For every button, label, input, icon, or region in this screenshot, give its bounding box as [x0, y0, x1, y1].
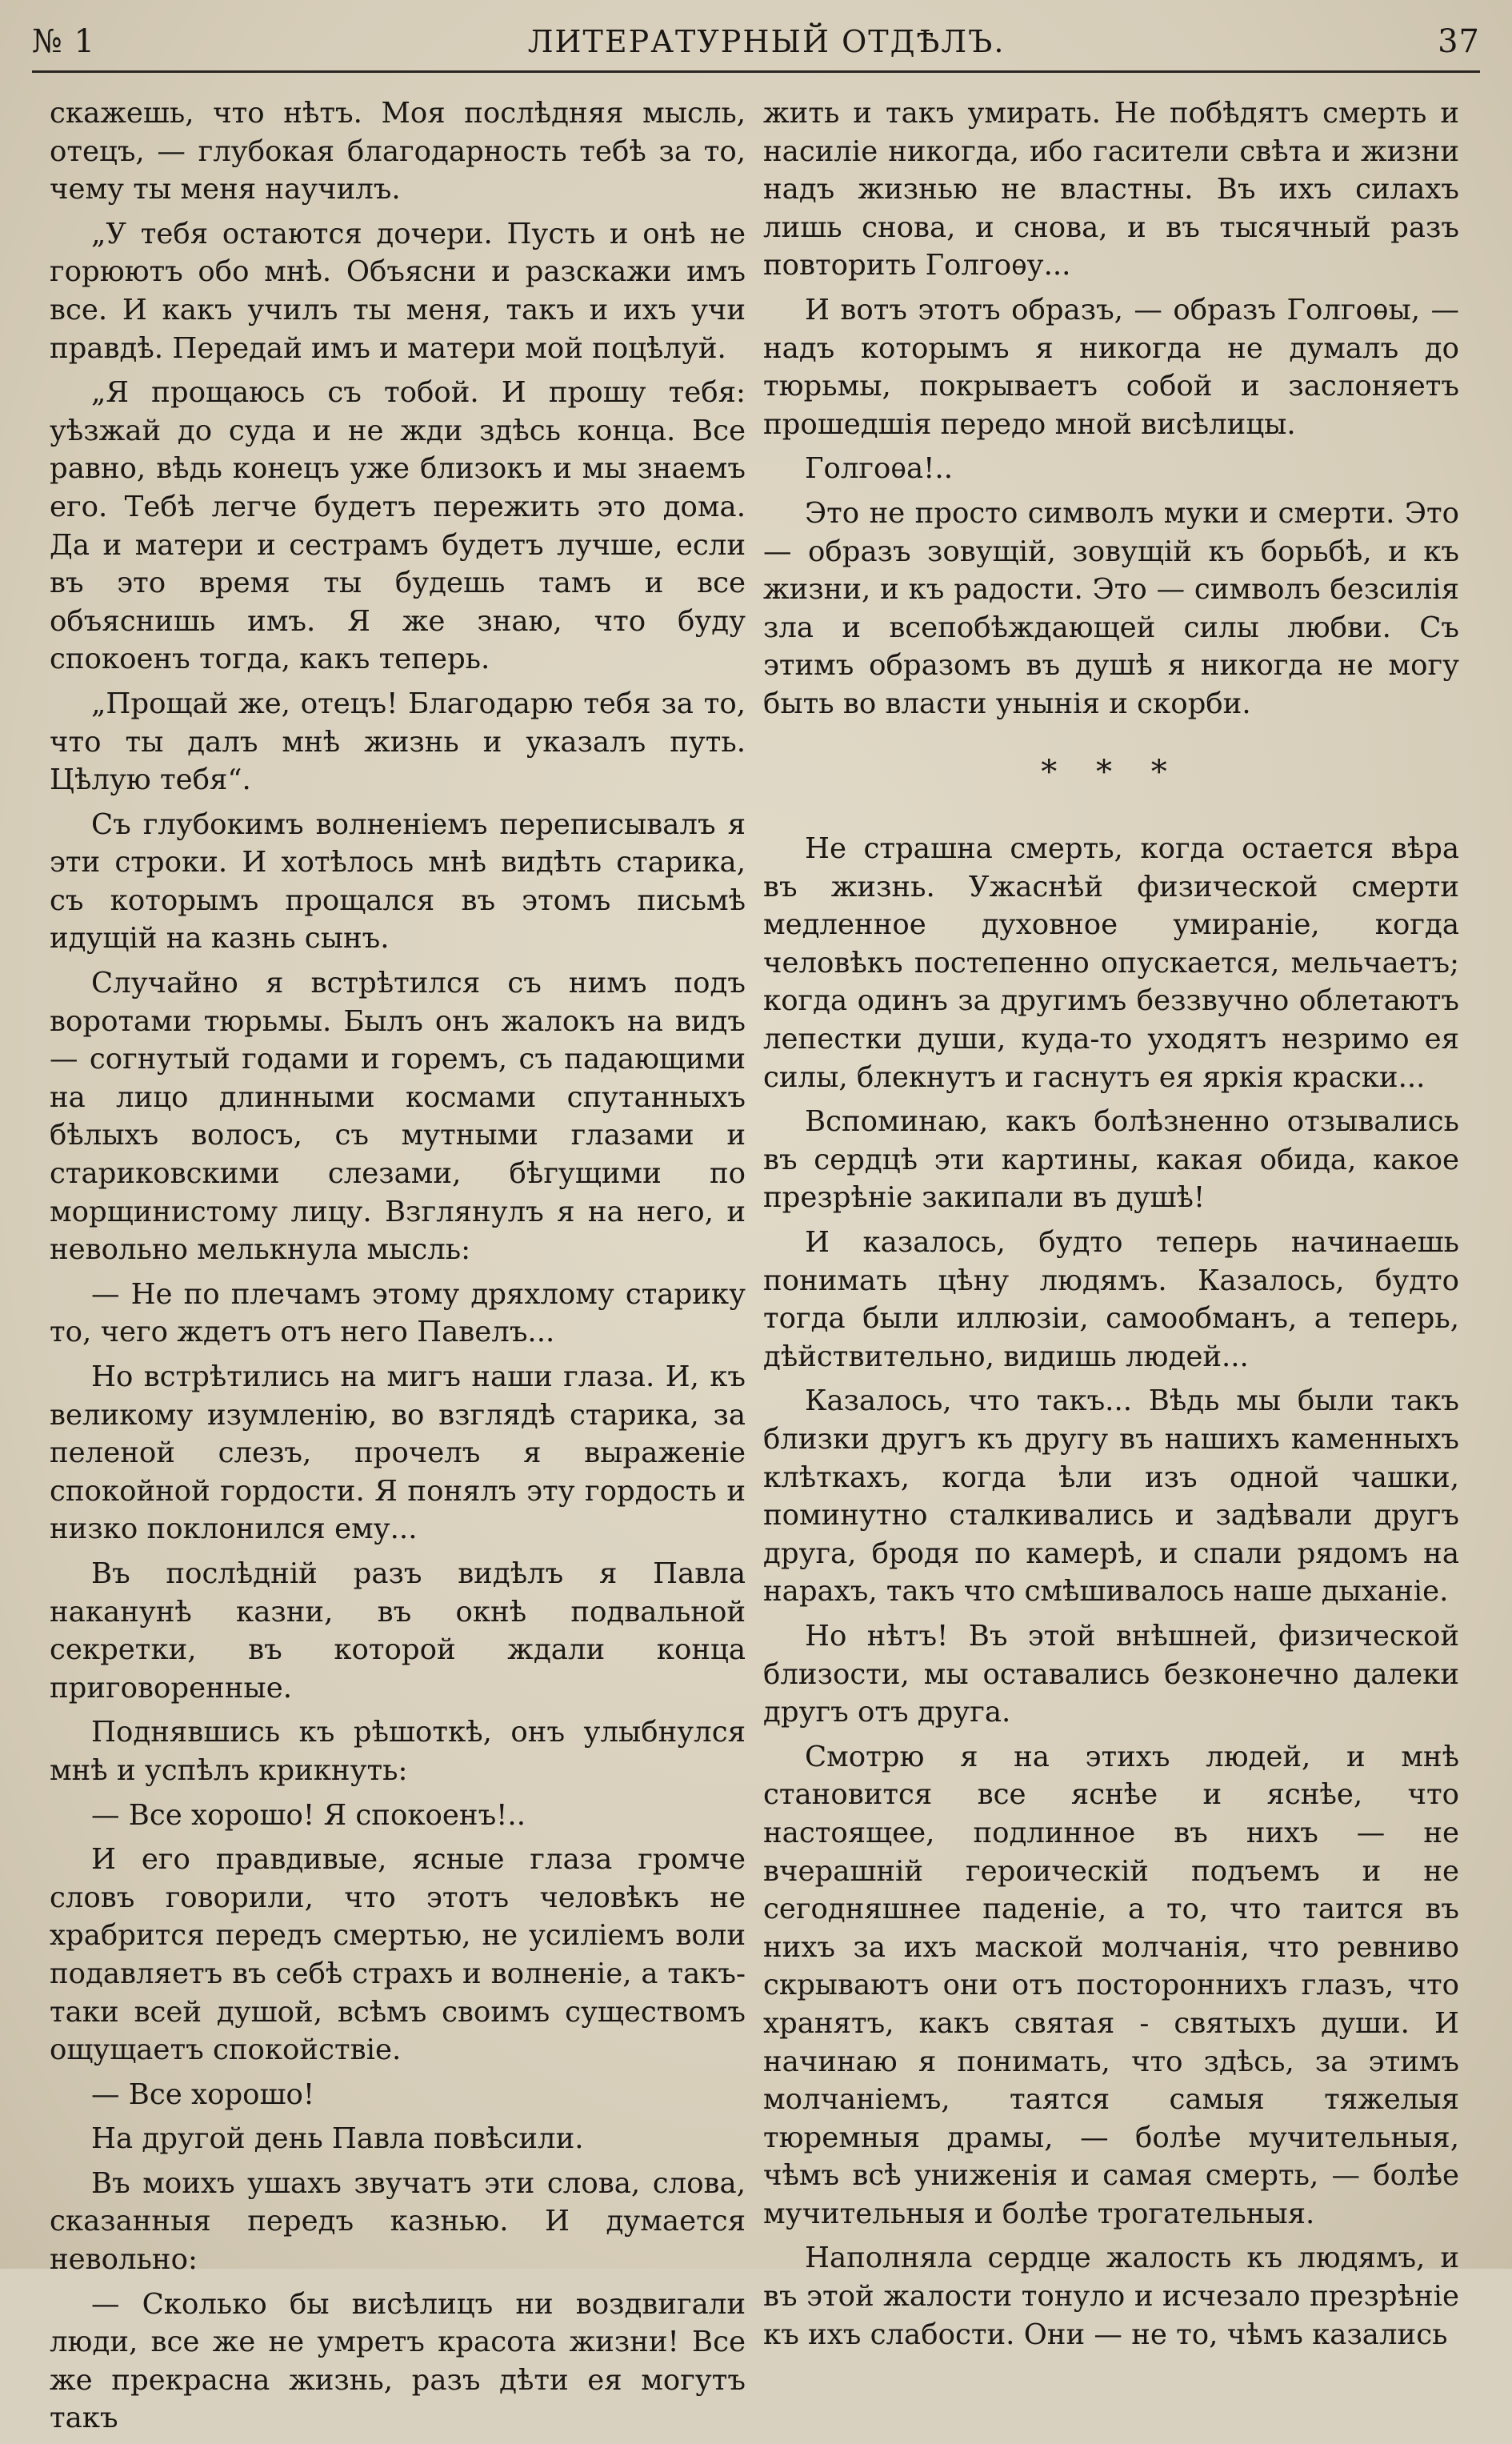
paragraph: На другой день Павла повѣсили.	[91, 2122, 584, 2156]
paragraph: — Все хорошо!	[91, 2077, 315, 2111]
section-title: ЛИТЕРАТУРНЫЙ ОТДѢЛЪ.	[527, 24, 1006, 59]
paragraph: И вотъ этотъ образъ, — образъ Голгоѳы, — надъ которымъ я никогда не думалъ до тюрьмы, покрываетъ собой и заслоняетъ прошедшія передо мной висѣлицы.	[763, 293, 1459, 441]
header-rule	[32, 70, 1480, 73]
paragraph: Въ моихъ ушахъ звучатъ эти слова, слова, сказанныя передъ казнью. И думается невольно:	[50, 2166, 746, 2277]
paragraph: — Все хорошо! Я спокоенъ!..	[91, 1798, 526, 1832]
paragraph: Наполняла сердце жалость къ людямъ, и въ этой жалости тонуло и исчезало презрѣніе къ ихъ слабости. Они — не то, чѣмъ казались	[763, 2242, 1459, 2351]
paragraph: — Не по плечамъ этому дряхлому старику то, чего ждетъ отъ него Павелъ...	[50, 1277, 746, 1349]
left-column	[50, 94, 746, 2444]
paragraph: Случайно я встрѣтился съ нимъ подъ воротами тюрьмы. Былъ онъ жалокъ на видъ — согнутый годами и горемъ, съ падающими на лицо длинными космами спутанныхъ бѣлыхъ волосъ, съ мутными глазами и стариковскими слезами, бѣгущими по морщинистому лицу. Взглянулъ я на него, и невольно мелькнула мысль:	[50, 967, 746, 1267]
paragraph: И его правдивые, ясные глаза громче словъ говорили, что этотъ человѣкъ не храбрится передъ смертью, не усиліемъ воли подавляетъ въ себѣ страхъ и волненіе, а такъ-таки всей душой, всѣмъ своимъ существомъ ощущаетъ спокойствіе.	[50, 1843, 746, 2067]
paragraph: жить и такъ умирать. Не побѣдятъ смерть и насиліе никогда, ибо гасители свѣта и жизни надъ жизнью не властны. Въ ихъ силахъ лишь снова, и снова, и въ тысячный разъ повторить Голгоѳу...	[763, 97, 1459, 282]
paragraph: Смотрю я на этихъ людей, и мнѣ становится все яснѣе и яснѣе, что настоящее, подлинное въ нихъ — не вчерашній героическій подъемъ и не сегодняшнее паденіе, а то, что таится въ нихъ за ихъ маской молчанія, что ревниво скрываютъ они отъ постороннихъ глазъ, что хранятъ, какъ святая - святыхъ души. И начинаю я понимать, что здѣсь, за этимъ молчаніемъ, таятся самыя тяжелыя тюремныя драмы, — болѣе мучительныя, чѣмъ всѣ униженія и самая смерть, — болѣе мучительныя и болѣе трогательныя.	[763, 1740, 1459, 2230]
paragraph: Въ послѣдній разъ видѣлъ я Павла наканунѣ казни, въ окнѣ подвальной секретки, въ которой ждали конца приговоренные.	[50, 1557, 746, 1705]
paragraph: И казалось, будто теперь начинаешь понимать цѣну людямъ. Казалось, будто тогда были иллюзіи, самообманъ, а теперь, дѣйствительно, видишь людей...	[763, 1226, 1459, 1373]
paragraph: Голгоѳа!..	[805, 452, 954, 486]
paragraph: Не страшна смерть, когда остается вѣра въ жизнь. Ужаснѣй физической смерти медленное духовное умираніе, когда человѣкъ постепенно опускается, мельчаетъ; когда одинъ за другимъ беззвучно облетаютъ лепестки души, куда-то уходятъ незримо ея силы, блекнутъ и гаснутъ ея яркія краски...	[763, 832, 1459, 1094]
paragraph: Это не просто символъ муки и смерти. Это — образъ зовущій, зовущій къ борьбѣ, и къ жизни, и къ радости. Это — символъ безсилія зла и всепобѣждающей силы любви. Съ этимъ образомъ въ душѣ я никогда не могу быть во власти унынія и скорби.	[763, 496, 1459, 720]
paragraph: Но встрѣтились на мигъ наши глаза. И, къ великому изумленію, во взглядѣ старика, за пеленой слезъ, прочелъ я выраженіе спокойной гордости. Я понялъ эту гордость и низко поклонился ему...	[50, 1360, 746, 1546]
paragraph: Поднявшись къ рѣшоткѣ, онъ улыбнулся мнѣ и успѣлъ крикнуть:	[50, 1716, 746, 1787]
right-column	[763, 94, 1459, 2360]
paragraph: Но нѣтъ! Въ этой внѣшней, физической близости, мы оставались безконечно далеки другъ отъ друга.	[763, 1619, 1459, 1729]
paragraph: „Прощай же, отецъ! Благодарю тебя за то, что ты далъ мнѣ жизнь и указалъ путь. Цѣлую тебя“.	[50, 687, 746, 797]
section-separator: * * *	[1041, 753, 1182, 791]
paragraph: „У тебя остаются дочери. Пусть и онѣ не горюютъ обо мнѣ. Объясни и разскажи имъ все. И какъ училъ ты меня, такъ и ихъ учи правдѣ. Передай имъ и матери мой поцѣлуй.	[50, 217, 746, 365]
page-number: 37	[1438, 23, 1480, 60]
paragraph: — Сколько бы висѣлицъ ни воздвигали люди, все же не умретъ красота жизни! Все же прекрасна жизнь, разъ дѣти ея могутъ такъ	[50, 2287, 746, 2435]
paragraph: Казалось, что такъ... Вѣдь мы были такъ близки другъ къ другу въ нашихъ каменныхъ клѣткахъ, когда ѣли изъ одной чашки, поминутно сталкивались и задѣвали другъ друга, бродя по камерѣ, и спали рядомъ на нарахъ, такъ что смѣшивалось наше дыханіе.	[763, 1384, 1459, 1609]
paragraph: Съ глубокимъ волненіемъ переписывалъ я эти строки. И хотѣлось мнѣ видѣть старика, съ которымъ прощался въ этомъ письмѣ идущій на казнь сынъ.	[50, 807, 746, 956]
page-header	[32, 18, 1480, 66]
paragraph: „Я прощаюсь съ тобой. И прошу тебя: уѣзжай до суда и не жди здѣсь конца. Все равно, вѣдь конецъ уже близокъ и мы знаемъ его. Тебѣ легче будетъ пережить это дома. Да и матери и сестрамъ будетъ лучше, если въ это время ты будешь тамъ и все объяснишь имъ. Я же знаю, что буду спокоенъ тогда, какъ теперь.	[50, 376, 746, 676]
paragraph: скажешь, что нѣтъ. Моя послѣдняя мысль, отецъ, — глубокая благодарность тебѣ за то, чему ты меня научилъ.	[50, 97, 746, 206]
issue-number: № 1	[32, 23, 96, 60]
paragraph: Вспоминаю, какъ болѣзненно отзывались въ сердцѣ эти картины, какая обида, какое презрѣніе закипали въ душѣ!	[763, 1105, 1459, 1215]
